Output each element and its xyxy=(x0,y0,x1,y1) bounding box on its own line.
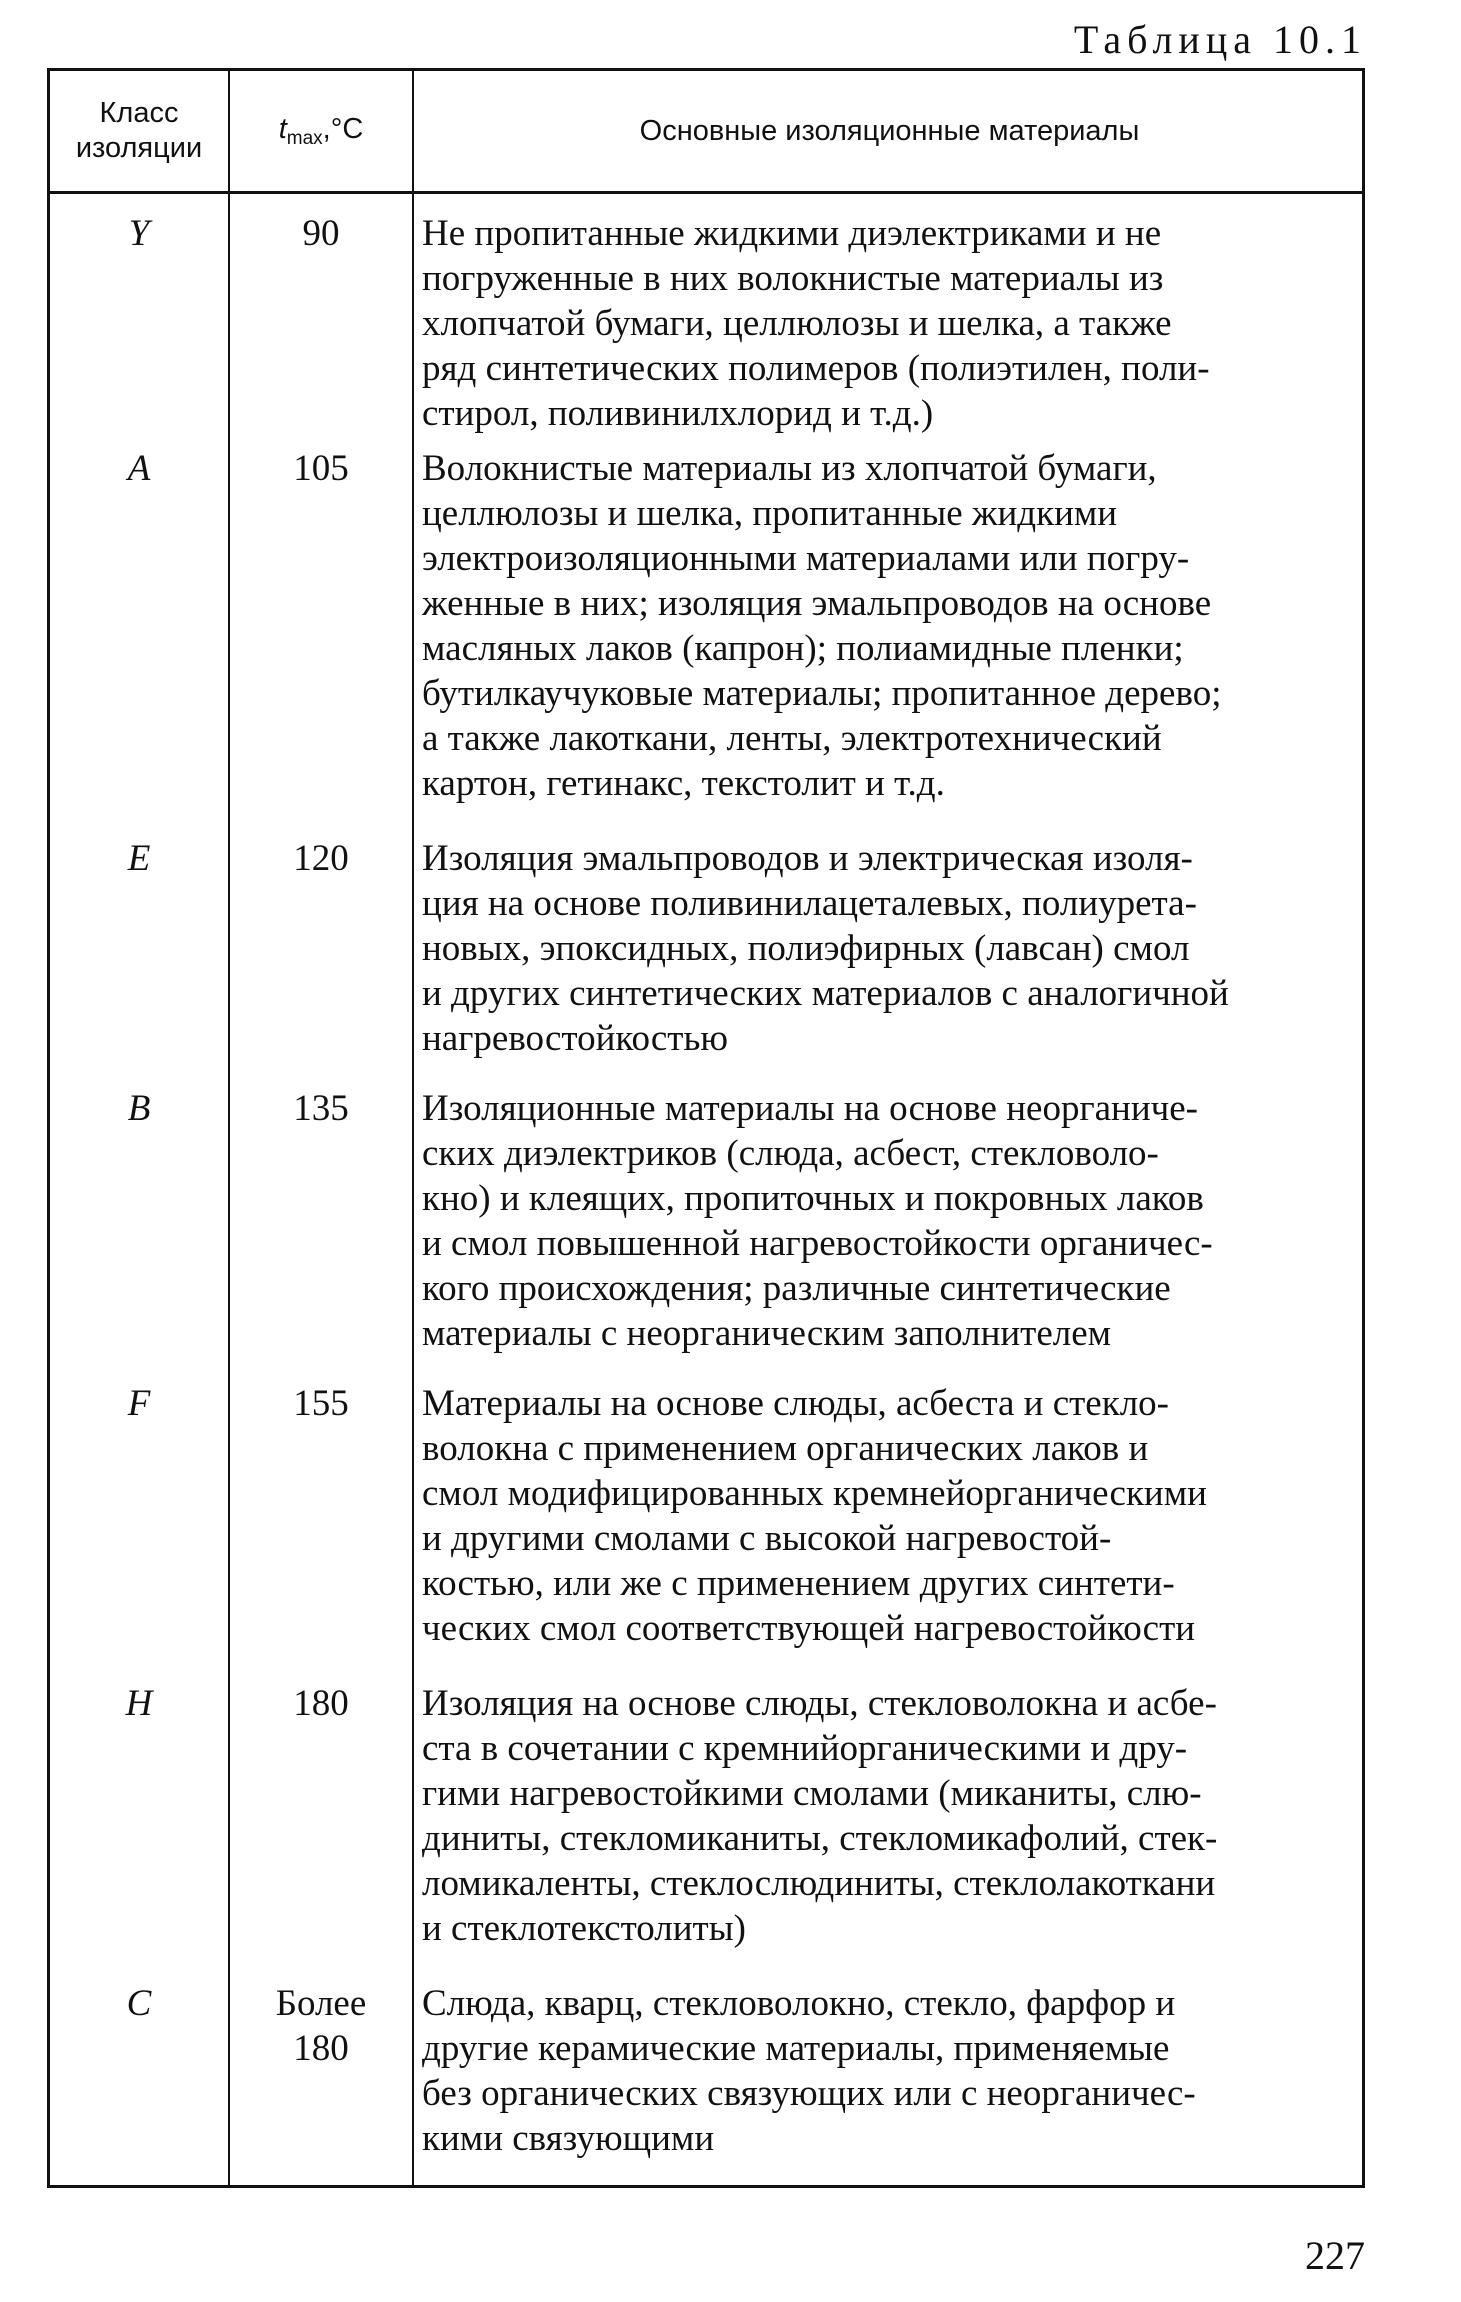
max-temperature-cell xyxy=(230,1681,412,1726)
materials-line: другие керамические материалы, применяемые xyxy=(422,2028,1170,2069)
insulation-class-cell: A xyxy=(127,448,151,489)
max-temperature-cell xyxy=(230,836,412,881)
insulation-class-cell: Y xyxy=(128,213,150,254)
materials-cell xyxy=(422,446,1352,806)
materials-line: ция на основе поливинилацеталевых, полиурета- xyxy=(422,883,1197,924)
materials-line: бутилкаучуковые материалы; пропитанное дерево; xyxy=(422,673,1222,714)
materials-line: Изоляция на основе слюды, стекловолокна и асбе- xyxy=(422,1683,1217,1724)
materials-line: кно) и клеящих, пропиточных и покровных лаков xyxy=(422,1178,1204,1219)
materials-line: Изоляция эмальпроводов и электрическая изоля- xyxy=(422,838,1193,879)
max-temperature-cell xyxy=(230,1381,412,1426)
materials-line: костью, или же с применением других синтети- xyxy=(422,1563,1175,1604)
header-max-temperature xyxy=(230,71,412,191)
max-temperature-line: 180 xyxy=(293,1683,349,1724)
materials-line: кими связующими xyxy=(422,2118,715,2159)
insulation-class-cell: C xyxy=(126,1983,152,2024)
header-class-line: изоляции xyxy=(75,132,203,164)
materials-line: без органических связующих или с неорганичес- xyxy=(422,2073,1196,2114)
materials-line: материалы с неорганическим заполнителем xyxy=(422,1313,1112,1354)
materials-line: и стеклотекстолиты) xyxy=(422,1908,746,1949)
materials-line: ломикаленты, стеклослюдиниты, стеклолакоткани xyxy=(422,1863,1216,1904)
materials-line: масляных лаков (капрон); полиамидные пленки; xyxy=(422,628,1184,669)
materials-line: ста в сочетании с кремнийорганическими и дру- xyxy=(422,1728,1188,1769)
materials-line: Не пропитанные жидкими диэлектриками и не xyxy=(422,213,1162,254)
max-temperature-line: 90 xyxy=(302,213,340,254)
materials-line: новых, эпоксидных, полиэфирных (лавсан) смол xyxy=(422,928,1190,969)
materials-line: ряд синтетических полимеров (полиэтилен, поли- xyxy=(422,348,1210,389)
materials-line: Изоляционные материалы на основе неорганиче- xyxy=(422,1088,1199,1129)
max-temperature-cell xyxy=(230,1086,412,1131)
materials-line: и смол повышенной нагревостойкости органичес- xyxy=(422,1223,1213,1264)
materials-line: электроизоляционными материалами или погру- xyxy=(422,538,1190,579)
max-temperature-line: 105 xyxy=(293,448,349,489)
materials-cell xyxy=(422,1981,1352,2161)
materials-cell xyxy=(422,211,1352,436)
materials-cell xyxy=(422,1681,1352,1951)
page-number: 227 xyxy=(1305,2233,1365,2278)
materials-line: погруженные в них волокнистые материалы из xyxy=(422,258,1164,299)
materials-line: и других синтетических материалов с аналогичной xyxy=(422,973,1229,1014)
header-tmax-subscript: max xyxy=(286,127,323,149)
insulation-classes-table xyxy=(47,68,1365,2188)
materials-cell xyxy=(422,1381,1352,1651)
insulation-class-cell: H xyxy=(125,1683,153,1724)
materials-line: гими нагревостойкими смолами (миканиты, слю- xyxy=(422,1773,1202,1814)
header-insulation-class xyxy=(50,71,228,191)
materials-line: а также лакоткани, ленты, электротехнический xyxy=(422,718,1162,759)
header-divider xyxy=(50,191,1362,194)
insulation-class-cell: E xyxy=(127,838,151,879)
materials-line: хлопчатой бумаги, целлюлозы и шелка, а также xyxy=(422,303,1172,344)
insulation-class-cell: B xyxy=(127,1088,151,1129)
materials-line: Слюда, кварц, стекловолокно, стекло, фарфор и xyxy=(422,1983,1176,2024)
materials-line: ческих смол соответствующей нагревостойкости xyxy=(422,1608,1196,1649)
max-temperature-line: 155 xyxy=(293,1383,349,1424)
materials-line: кого происхождения; различные синтетические xyxy=(422,1268,1171,1309)
materials-line: стирол, поливинилхлорид и т.д.) xyxy=(422,393,934,434)
insulation-class-cell: F xyxy=(127,1383,151,1424)
materials-line: ских диэлектриков (слюда, асбест, стекловоло- xyxy=(422,1133,1159,1174)
max-temperature-line: 135 xyxy=(293,1088,349,1129)
table-caption: Таблица 10.1 xyxy=(1073,17,1367,62)
header-materials-label: Основные изоляционные материалы xyxy=(639,114,1140,147)
header-tmax-symbol: t xyxy=(278,112,287,145)
materials-line: Материалы на основе слюды, асбеста и стекло- xyxy=(422,1383,1169,1424)
materials-line: целлюлозы и шелка, пропитанные жидкими xyxy=(422,493,1118,534)
materials-line: картон, гетинакс, текстолит и т.д. xyxy=(422,763,945,804)
column-divider xyxy=(412,71,414,2185)
materials-cell xyxy=(422,1086,1352,1356)
materials-line: нагревостойкостью xyxy=(422,1018,728,1059)
header-tmax-unit: ,°C xyxy=(322,112,364,145)
materials-line: волокна с применением органических лаков и xyxy=(422,1428,1149,1469)
max-temperature-cell xyxy=(230,211,412,256)
materials-line: диниты, стекломиканиты, стекломикафолий, стек- xyxy=(422,1818,1218,1859)
max-temperature-cell xyxy=(230,446,412,491)
materials-line: и другими смолами с высокой нагревостой- xyxy=(422,1518,1112,1559)
max-temperature-line: 120 xyxy=(293,838,349,879)
header-class-line: Класс xyxy=(99,97,179,130)
materials-line: женные в них; изоляция эмальпроводов на основе xyxy=(422,583,1212,624)
materials-line: Волокнистые материалы из хлопчатой бумаги, xyxy=(422,448,1157,489)
materials-line: смол модифицированных кремнейорганическими xyxy=(422,1473,1207,1514)
header-materials xyxy=(414,71,1365,191)
max-temperature-cell xyxy=(230,1981,412,2071)
max-temperature-line: 180 xyxy=(293,2028,349,2069)
max-temperature-line: Более xyxy=(275,1983,367,2024)
materials-cell xyxy=(422,836,1352,1061)
